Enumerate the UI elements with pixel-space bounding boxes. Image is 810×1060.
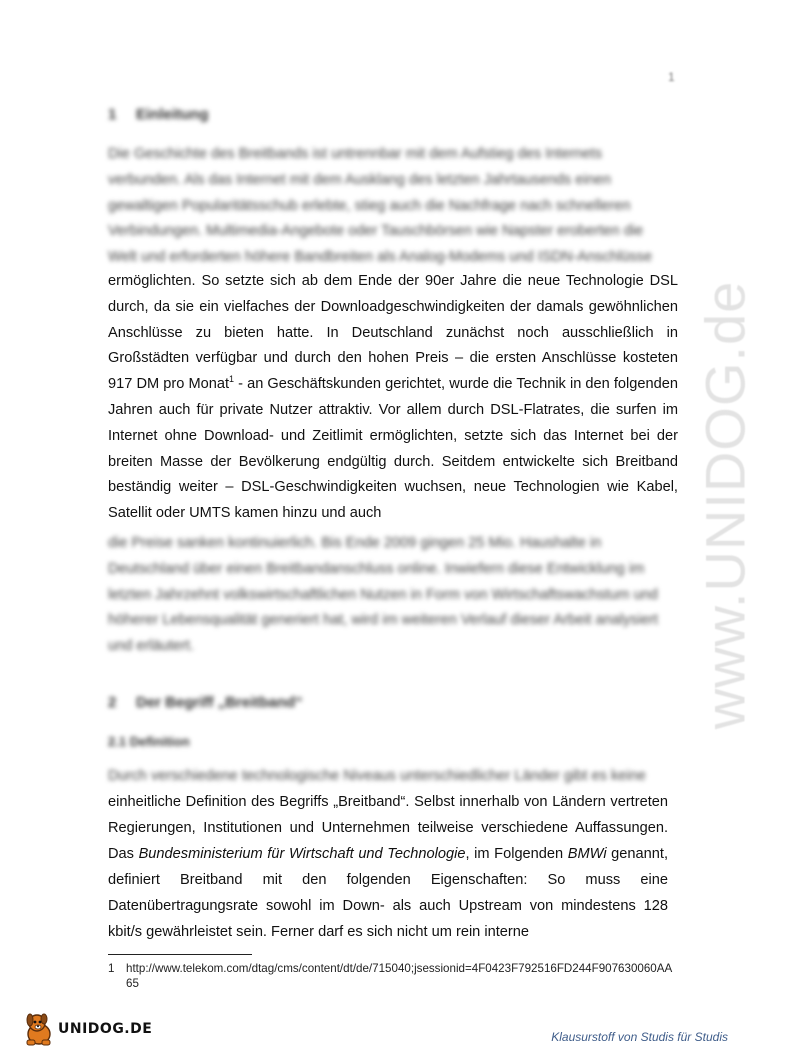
paragraph-text: einheitliche Definition des Begriffs „Breitband“. Selbst innerhalb von Ländern vertreten Regierungen, Institutionen und Unternehmen teilweise verschiedene Auffassungen. Das [108, 794, 668, 862]
footnote [108, 961, 678, 991]
subsection-title: Definition [129, 734, 190, 749]
blurred-line: und erläutert. [108, 638, 194, 655]
slogan: Klausurstoff von Studis für Studis [551, 1030, 728, 1044]
section-1-visible-paragraph [108, 269, 678, 527]
italic-term: Bundesministerium für Wirtschaft und Technologie [138, 846, 466, 862]
page-number: 1 [668, 70, 675, 84]
blurred-line: letzten Jahrzehnt volkswirtschaftlichen Nutzen in Form von Wirtschaftswachstum und [108, 586, 658, 603]
paragraph-text: ermöglichten. So setzte sich ab dem Ende der 90er Jahre die neue Technologie DSL durch, da sie ein vielfaches der Downloadgeschwindigkeiten der damals gewöhnlichen Anschlüsse zu bieten hatte. In Deutschland zunächst noch ausschließlich in Großstädten verfügbar und durch den hohen Preis – die ersten Anschlüsse kosteten 917 DM pro Monat [108, 273, 678, 393]
blurred-line: verbunden. Als das Internet mit dem Ausklang des letzten Jahrtausends einen [108, 171, 611, 188]
logo-text: UNIDOG.DE [58, 1021, 153, 1037]
section-2-title: Der Begriff „Breitband“ [136, 694, 303, 711]
footnote-reference: 1 [229, 374, 235, 385]
section-1-blurred-end [108, 531, 678, 660]
blurred-line: Welt und erforderten höhere Bandbreiten als Analog-Modems und ISDN-Anschlüsse [108, 249, 653, 266]
footnote-separator [108, 954, 252, 955]
subsection-number: 2.1 [108, 734, 127, 749]
section-1-blurred-intro [108, 142, 678, 271]
section-2-number: 2 [108, 694, 117, 711]
italic-term: BMWi [567, 846, 607, 862]
blurred-line: gewaltigen Popularitätsschub erlebte, stieg auch die Nachfrage nach schnelleren [108, 197, 631, 214]
blurred-line: Die Geschichte des Breitbands ist untrennbar mit dem Aufstieg des Internets [108, 146, 603, 162]
paragraph-text: , im Folgenden [465, 846, 568, 862]
blurred-line: die Preise sanken kontinuierlich. Bis Ende 2009 gingen 25 Mio. Haushalte in [108, 535, 602, 551]
section-2-blurred-first-line [108, 764, 668, 790]
blurred-line: Deutschland über einen Breitbandanschluss online. Inwiefern diese Entwicklung im [108, 560, 645, 577]
unidog-logo [22, 1010, 152, 1048]
blurred-line: Verbindungen. Multimedia-Angebote oder Tauschbörsen wie Napster eroberten die [108, 223, 644, 240]
blurred-line: Durch verschiedene technologische Niveaus unterschiedlicher Länder gibt es keine [108, 768, 646, 784]
footnote-url[interactable]: http://www.telekom.com/dtag/cms/content/dt/de/715040;jsessionid=4F0423F792516FD244F907630060AA65 [126, 962, 673, 990]
footnote-number: 1 [108, 962, 115, 975]
blurred-line: höherer Lebensqualität generiert hat, wird im weiteren Verlauf dieser Arbeit analysiert [108, 612, 659, 629]
dog-mascot-icon [22, 1010, 56, 1048]
watermark-text: www.UNIDOG.de [693, 280, 757, 730]
section-1-heading [108, 106, 209, 123]
section-2-visible-paragraph [108, 789, 668, 945]
section-1-number: 1 [108, 106, 117, 123]
section-1-title: Einleitung [136, 106, 209, 123]
subsection-2-1-heading [108, 734, 190, 749]
section-2-heading [108, 694, 303, 711]
paragraph-text: genannt, definiert Breitband mit den folgenden Eigenschaften: So muss eine Datenübertragungsrate sowohl im Down- als auch Upstream von mindestens 128 kbit/s gewährleistet sein. Ferner darf es sich nicht um rein interne [108, 846, 668, 940]
paragraph-text: - an Geschäftskunden gerichtet, wurde die Technik in den folgenden Jahren auch für private Nutzer attraktiv. Vor allem durch DSL-Flatrates, die surfen im Internet ohne Download- und Zeitlimit ermöglichten, setzte sich das Internet bei der breiten Masse der Bevölkerung endgültig durch. Seitdem entwickelte sich Breitband beständig weiter – DSL-Geschwindigkeiten wuchsen, neue Technologien wie Kabel, Satellit oder UMTS kamen hinzu und auch [108, 376, 678, 522]
